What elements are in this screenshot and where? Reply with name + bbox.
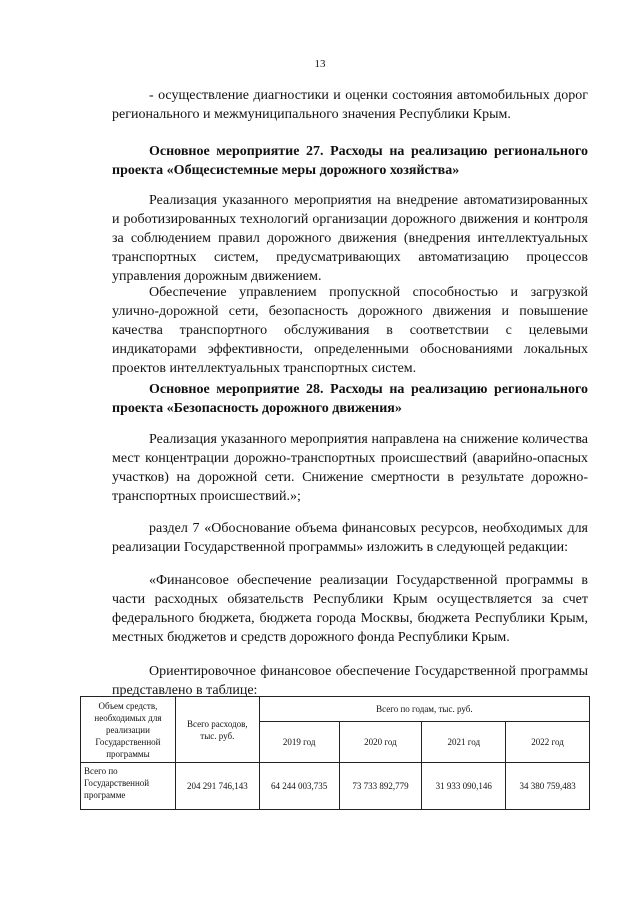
cell-value: 34 380 759,483 [506, 763, 590, 810]
paragraph-measure-27-b [112, 283, 588, 378]
paragraph-text: Реализация указанного мероприятия на внедрение автоматизированных и роботизированных технологий организации дорожного движения и контроля за соблюдением правил дорожного движения (внедрения интеллектуальных транспортных систем, предусматривающих автоматизацию процессов управления дорожным движением. [112, 193, 588, 284]
header-years-group: Всего по годам, тыс. руб. [259, 697, 589, 722]
header-year: 2020 год [339, 722, 422, 763]
paragraph-measure-28 [112, 430, 588, 506]
cell-value: 31 933 090,146 [422, 763, 506, 810]
paragraph-text: Ориентировочное финансовое обеспечение Государственной программы представлено в таблице: [112, 664, 588, 698]
header-year: 2022 год [506, 722, 590, 763]
paragraph-diagnostics [112, 86, 588, 124]
heading-text: Основное мероприятие 28. Расходы на реализацию регионального проекта «Безопасность дорожного движения» [112, 382, 588, 416]
header-year: 2019 год [259, 722, 339, 763]
header-total: Всего расходов, тыс. руб. [175, 697, 259, 763]
paragraph-text: - осуществление диагностики и оценки состояния автомобильных дорог регионального и межмуниципального значения Республики Крым. [112, 88, 588, 122]
header-year: 2021 год [422, 722, 506, 763]
paragraph-section-7 [112, 519, 588, 557]
heading-measure-28 [112, 380, 588, 418]
paragraph-measure-27-a [112, 191, 588, 286]
cell-total: 204 291 746,143 [175, 763, 259, 810]
page-number: 13 [314, 58, 326, 70]
paragraph-text: Реализация указанного мероприятия направлена на снижение количества мест концентрации дорожно-транспортных происшествий (аварийно-опасных участков) на дорожной сети. Снижение смертности в результате дорожно-транспортных происшествий.»; [112, 432, 588, 504]
paragraph-table-intro [112, 662, 588, 700]
header-volume: Объем средств, необходимых для реализации Государственной программы [81, 697, 176, 763]
row-label: Всего по Государственной программе [81, 763, 176, 810]
paragraph-financing [112, 571, 588, 647]
paragraph-text: раздел 7 «Обоснование объема финансовых ресурсов, необходимых для реализации Государственной программы» изложить в следующей редакции: [112, 521, 588, 555]
heading-measure-27 [112, 142, 588, 180]
financing-table [80, 696, 590, 810]
table-header-row [81, 697, 590, 722]
cell-value: 73 733 892,779 [339, 763, 422, 810]
heading-text: Основное мероприятие 27. Расходы на реализацию регионального проекта «Общесистемные меры дорожного хозяйства» [112, 144, 588, 178]
cell-value: 64 244 003,735 [259, 763, 339, 810]
paragraph-text: Обеспечение управлением пропускной способностью и загрузкой улично-дорожной сети, безопасность дорожного движения и повышение качества транспортного обслуживания в соответствии с целевыми индикаторами эффективности, определенными обоснованиями локальных проектов интеллектуальных транспортных систем. [112, 285, 588, 376]
paragraph-text: «Финансовое обеспечение реализации Государственной программы в части расходных обязательств Республики Крым осуществляется за счет федерального бюджета, бюджета города Москвы, бюджета Республики Крым, местных бюджетов и средств дорожного фонда Республики Крым. [112, 573, 588, 645]
table-row [81, 763, 590, 810]
